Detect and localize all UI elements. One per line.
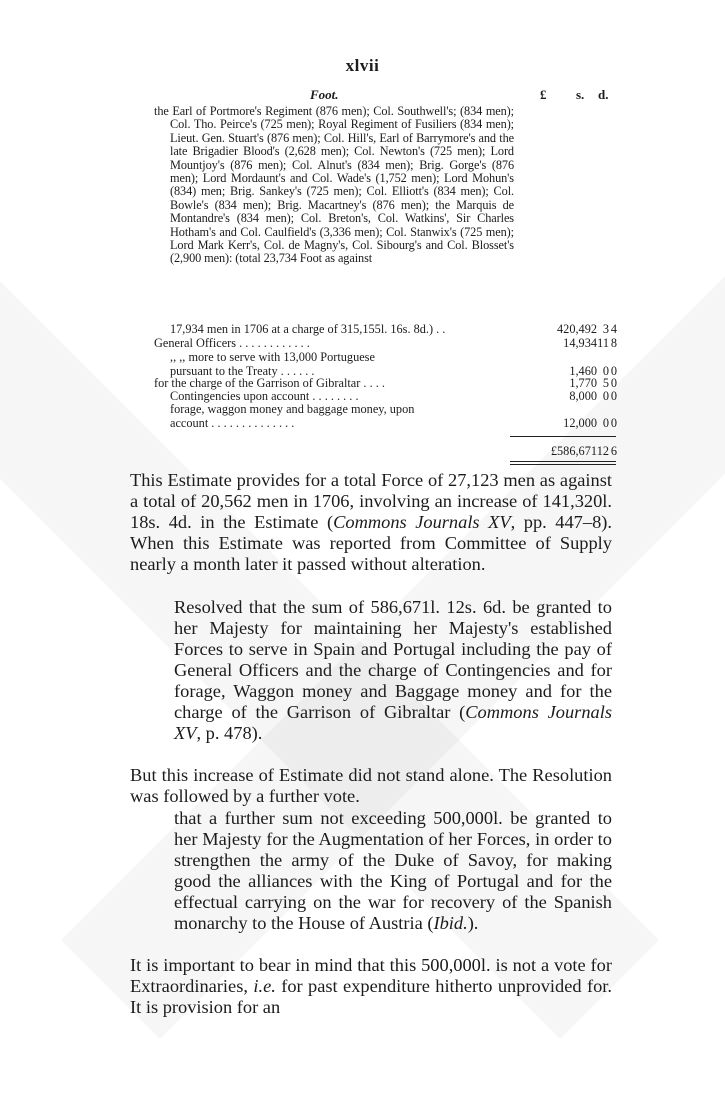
emphasis: i.e. — [253, 976, 276, 996]
row-shillings: 0 — [602, 416, 609, 430]
row-label: ,, ,, more to serve with 13,000 Portuguese — [170, 350, 375, 364]
table-row — [0, 376, 725, 390]
row-label: account . . . . . . . . . . . . . . — [170, 416, 295, 430]
subtotal-rule — [510, 436, 616, 437]
estimate-table-header — [0, 87, 725, 105]
row-pounds: 14,934 — [563, 336, 597, 350]
table-row — [0, 402, 725, 416]
paragraph-estimate — [130, 470, 612, 575]
quote-text: ). — [467, 913, 479, 933]
total-rule-top — [510, 461, 616, 462]
table-row — [0, 416, 725, 430]
paragraph-text: , pp. 447–8). When this Estimate was reported from Committee of Supply nearly a month later it passed without alteration. — [130, 512, 612, 574]
row-pounds: 420,492 — [557, 322, 597, 336]
row-shillings: 5 — [602, 376, 609, 390]
quoted-further-vote — [174, 808, 612, 934]
paragraph-important — [130, 955, 612, 1018]
quote-text: that a further sum not exceeding 500,000l. be granted to her Majesty for the Augmentation of her Forces, in order to strengthen the army of the Duke of Savoy, for making good the alliances with the King of Portugal and for the effectual carrying on the war for recovery of the Spanish monarchy to the House of Austria ( — [174, 808, 612, 933]
row-shillings: 11 — [597, 336, 609, 350]
row-pounds: 8,000 — [569, 389, 597, 403]
quoted-resolution — [174, 597, 612, 744]
row-shillings: 3 — [602, 322, 609, 336]
row-pence: 0 — [610, 389, 617, 403]
row-pounds: 1,460 — [569, 364, 597, 378]
section-title: Foot. — [310, 87, 339, 102]
row-label: 17,934 men in 1706 at a charge of 315,155l. 16s. 8d.) . . — [170, 322, 446, 336]
shillings-header: s. — [576, 87, 585, 102]
paragraph-text: for past expenditure hitherto unprovided for. It is provision for an — [130, 976, 613, 1017]
row-pence: 0 — [610, 416, 617, 430]
row-label: for the charge of the Garrison of Gibraltar . . . . — [154, 376, 385, 390]
paragraph-further-vote: But this increase of Estimate did not stand alone. The Resolution was followed by a further vote. — [130, 765, 612, 806]
citation: Ibid. — [433, 913, 468, 933]
total-row — [0, 444, 725, 458]
total-rule-bottom — [510, 464, 616, 465]
paragraph-text: It is important to bear in mind that this 500,000l. is not a vote for Extraordinaries, — [130, 955, 612, 996]
page-number: xlvii — [345, 56, 380, 75]
total-pence: 6 — [610, 444, 617, 458]
row-pounds: 12,000 — [563, 416, 597, 430]
row-shillings: 0 — [602, 364, 609, 378]
total-pounds: £586,671 — [550, 444, 597, 458]
row-label: forage, waggon money and baggage money, upon — [170, 402, 415, 416]
quote-text: , p. 478). — [196, 723, 263, 743]
paragraph-text: This Estimate provides for a total Force of 27,123 men as against a total of 20,562 men in 1706, involving an increase of 141,320l. 18s. 4d. in the Estimate ( — [130, 470, 612, 532]
row-shillings: 0 — [602, 389, 609, 403]
row-pence: 0 — [610, 364, 617, 378]
citation: Commons Journals XV — [174, 702, 612, 743]
total-shillings: 12 — [596, 444, 609, 458]
table-row — [0, 336, 725, 350]
regiments-list: the Earl of Portmore's Regiment (876 men); Col. Southwell's; (834 men); Col. Tho. Peirce's (725 men); Royal Regiment of Fusiliers (834 men); Lieut. Gen. Stuart's (876 men); Col. Hill's, Earl of Barrymore's and the late Brigadier Blood's (2,628 men); Col. Newton's (725 men); Lord Mountjoy's (876 men); Col. Alnut's (834 men); Brig. Gorge's (876 men); Lord Mordaunt's and Col. Wade's (1,752 men); Lord Mohun's (834) men; Brig. Sankey's (725 men); Col. Elliott's (834 men); Col. Bowle's (834 men); Brig. Macartney's (876 men); the Marquis de Montandre's (834 men); Col. Breton's, Col. Watkins', Sir Charles Hotham's and Col. Caulfield's (3,336 men); Col. Stanwix's (725 men); Lord Mark Kerr's, Col. de Magny's, Col. Sibourg's and Col. Blosset's (2,900 men): (total 23,734 Foot as against — [154, 104, 514, 266]
pounds-header: £ — [540, 87, 547, 102]
table-row — [0, 350, 725, 364]
row-pence: 0 — [610, 376, 617, 390]
pence-header: d. — [598, 87, 609, 102]
quote-text: Resolved that the sum of 586,671l. 12s. 6d. be granted to her Majesty for maintaining her Majesty's established Forces to serve in Spain and Portugal including the pay of General Officers and the charge of Contingencies and for forage, Waggon money and Baggage money and for the charge of the Garrison of Gibraltar ( — [174, 597, 612, 722]
citation: Commons Journals XV — [333, 512, 511, 532]
row-label: General Officers . . . . . . . . . . . . — [154, 336, 310, 350]
table-row — [0, 389, 725, 403]
row-label: Contingencies upon account . . . . . . . . — [170, 389, 359, 403]
row-pounds: 1,770 — [569, 376, 597, 390]
row-pence: 4 — [610, 322, 617, 336]
table-row — [0, 322, 725, 336]
row-pence: 8 — [610, 336, 617, 350]
row-label: pursuant to the Treaty . . . . . . — [170, 364, 315, 378]
